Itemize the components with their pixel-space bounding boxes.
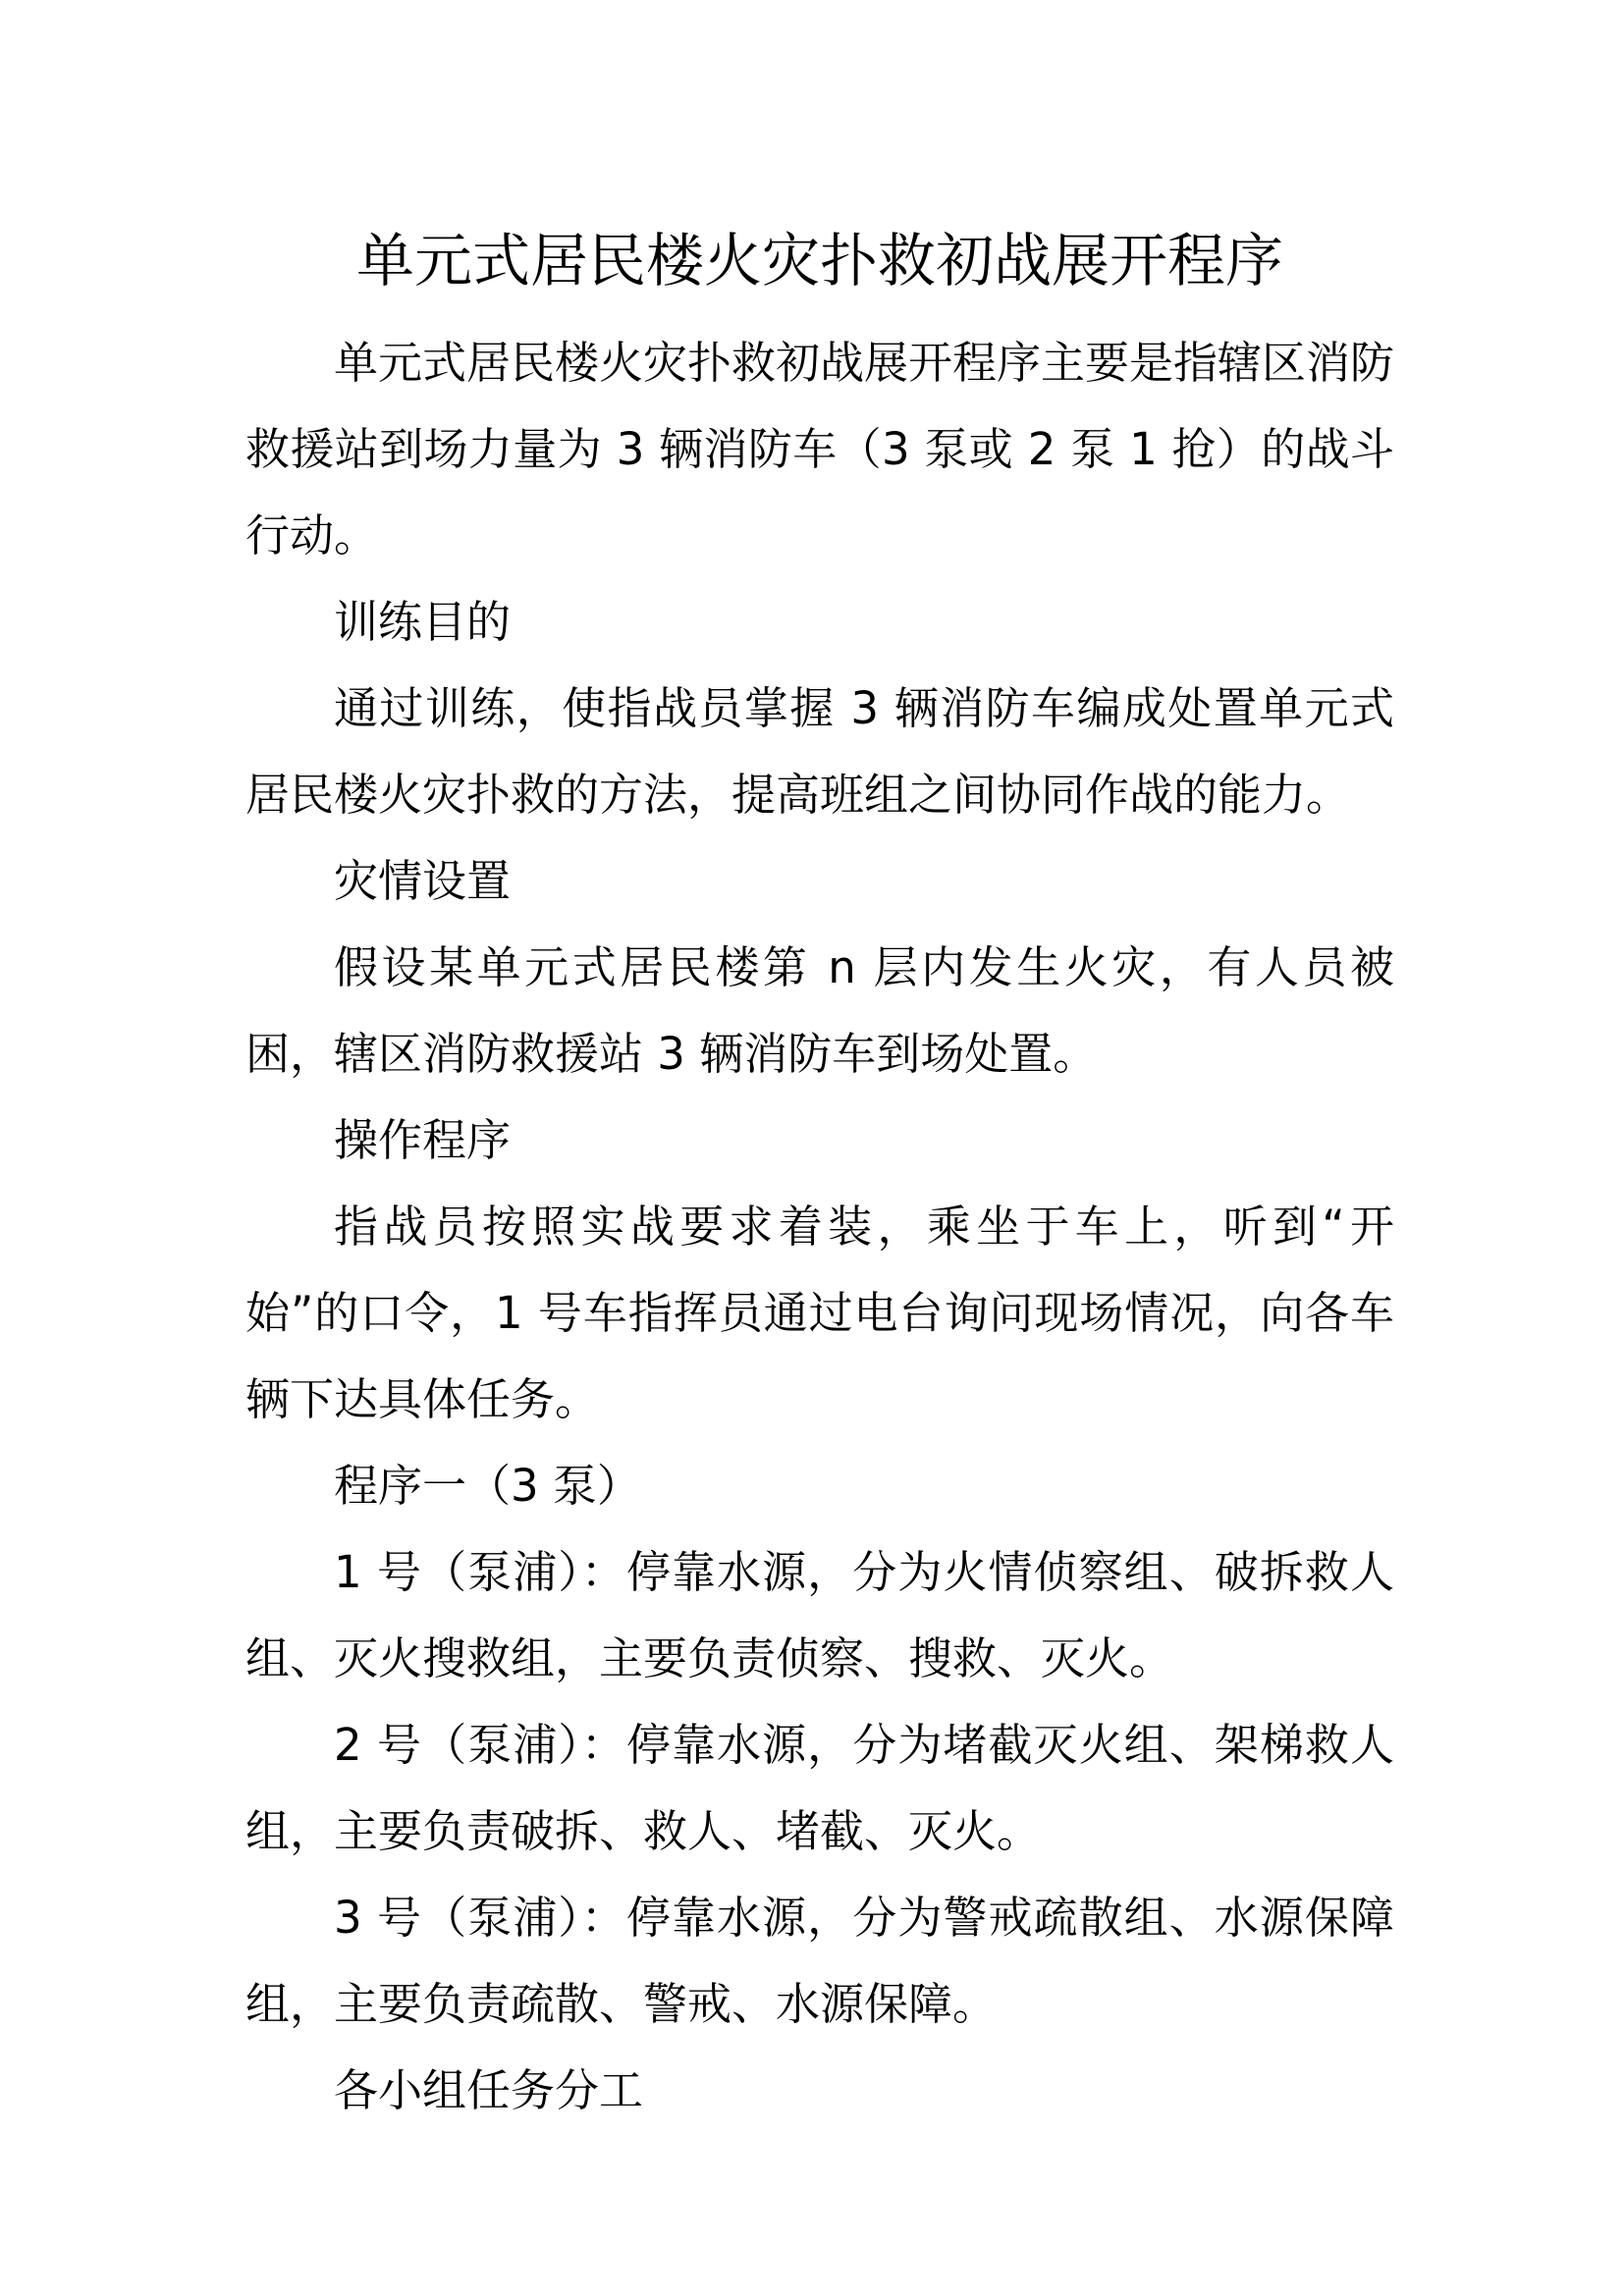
training-purpose-paragraph: 通过训练，使指战员掌握 3 辆消防车编成处置单元式居民楼火灾扑救的方法，提高班组之间协同作战的能力。: [245, 682, 1394, 821]
operation-procedure-paragraph: 指战员按照实战要求着装，乘坐于车上，听到“开始”的口令，1 号车指挥员通过电台询问现场情况，向各车辆下达具体任务。: [245, 1201, 1394, 1425]
vehicle-1-task-paragraph: 1 号（泵浦）：停靠水源，分为火情侦察组、破拆救人组、灭火搜救组，主要负责侦察、搜救、灭火。: [245, 1546, 1394, 1684]
document-title: 单元式居民楼火灾扑救初战展开程序: [355, 227, 1283, 294]
document-content: [245, 214, 1394, 2134]
section-heading-group-tasks: 各小组任务分工: [334, 2064, 644, 2116]
section-heading-training-purpose: 训练目的: [334, 596, 512, 648]
section-heading-disaster-setting: 灾情设置: [334, 855, 512, 907]
intro-paragraph: 单元式居民楼火灾扑救初战展开程序主要是指辖区消防救援站到场力量为 3 辆消防车（3 泵或 2 泵 1 抢）的战斗行动。: [245, 337, 1395, 561]
section-heading-procedure-one: 程序一（3 泵）: [334, 1460, 641, 1512]
vehicle-3-task-paragraph: 3 号（泵浦）：停靠水源，分为警戒疏散组、水源保障组，主要负责疏散、警戒、水源保障。: [245, 1892, 1394, 2030]
section-heading-operation-procedure: 操作程序: [334, 1114, 512, 1166]
vehicle-2-task-paragraph: 2 号（泵浦）：停靠水源，分为堵截灭火组、架梯救人组，主要负责破拆、救人、堵截、灭火。: [245, 1719, 1394, 1857]
disaster-setting-paragraph: 假设某单元式居民楼第 n 层内发生火灾，有人员被困，辖区消防救援站 3 辆消防车到场处置。: [245, 941, 1394, 1080]
